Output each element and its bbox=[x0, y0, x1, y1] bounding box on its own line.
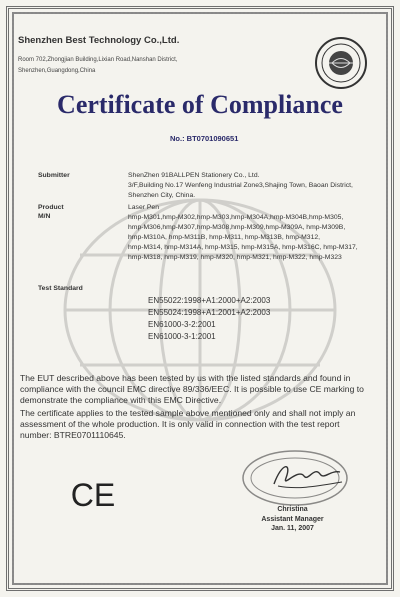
validity-statement: The certificate applies to the tested sample above mentioned only and shall not imply an assessment of the whole production. It is only valid in connection with the test report number: BTRE0701110645. bbox=[20, 408, 356, 441]
mn-line: hmp-M306,hmp-M307,hmp-M308,hmp-M309,hmp-M309A, hmp-M309B, bbox=[128, 224, 346, 231]
issuer-address-line: Shenzhen,Guangdong,China bbox=[18, 68, 96, 74]
product-value: Laser Pen bbox=[128, 204, 159, 211]
signatory-date: Jan. 11, 2007 bbox=[271, 525, 314, 532]
mn-values bbox=[128, 213, 378, 263]
submitter-label: Submitter bbox=[38, 172, 70, 179]
mn-line: hmp-M301,hmp-M302,hmp-M303,hmp-M304A,hmp-M304B,hmp-M305, bbox=[128, 214, 344, 221]
signatory-name: Christina bbox=[277, 506, 308, 513]
test-standard-label: Test Standard bbox=[38, 285, 83, 292]
test-standard-item: EN55022:1998+A1:2000+A2:2003 bbox=[148, 296, 271, 305]
product-label: Product bbox=[38, 204, 64, 211]
submitter-line: Shenzhen City, China. bbox=[128, 192, 196, 199]
test-standard-item: EN61000-3-2:2001 bbox=[148, 320, 216, 329]
signatory-block bbox=[0, 505, 400, 534]
signatory-role: Assistant Manager bbox=[261, 515, 324, 523]
mn-line: hmp-M314, hmp-M314A, hmp-M315, hmp-M315A, hmp-M316C, hmp-M317, bbox=[128, 244, 358, 251]
handwritten-signature bbox=[268, 456, 348, 496]
certificate-number: No.: BT0701090651 bbox=[170, 134, 239, 143]
test-standard-item: EN55024:1998+A1:2001+A2:2003 bbox=[148, 308, 271, 317]
mn-line: hmp-M318, hmp-M319, hmp-M320, hmp-M321, hmp-M322, hmp-M323 bbox=[128, 254, 342, 261]
submitter-line: 3/F,Building No.17 Wenfeng Industrial Zone3,Shajing Town, Baoan District, bbox=[128, 182, 353, 189]
mn-label: M/N bbox=[38, 213, 51, 220]
issuer-address bbox=[18, 55, 177, 77]
test-standard-list bbox=[148, 295, 270, 343]
ce-mark-text: CE bbox=[70, 477, 116, 513]
certificate-title: Certificate of Compliance bbox=[57, 90, 343, 119]
submitter-value bbox=[128, 171, 378, 201]
test-standard-item: EN61000-3-1:2001 bbox=[148, 332, 216, 341]
compliance-statement: The EUT described above has been tested by us with the listed standards and found in compliance with the council EMC directive 89/336/EEC. It is possible to use CE marking to demonstrate the compliance with this EMC Directive. bbox=[20, 373, 364, 406]
issuer-name: Shenzhen Best Technology Co.,Ltd. bbox=[18, 35, 180, 46]
submitter-line: ShenZhen 91BALLPEN Stationery Co., Ltd. bbox=[128, 172, 260, 179]
mn-line: hmp-M310A, hmp-M311B, hmp-M311, hmp-M313B, hmp-M312, bbox=[128, 234, 321, 241]
best-seal-icon bbox=[314, 36, 368, 90]
issuer-address-line: Room 702,Zhongjian Building,Lixian Road,Nanshan District, bbox=[18, 57, 178, 63]
